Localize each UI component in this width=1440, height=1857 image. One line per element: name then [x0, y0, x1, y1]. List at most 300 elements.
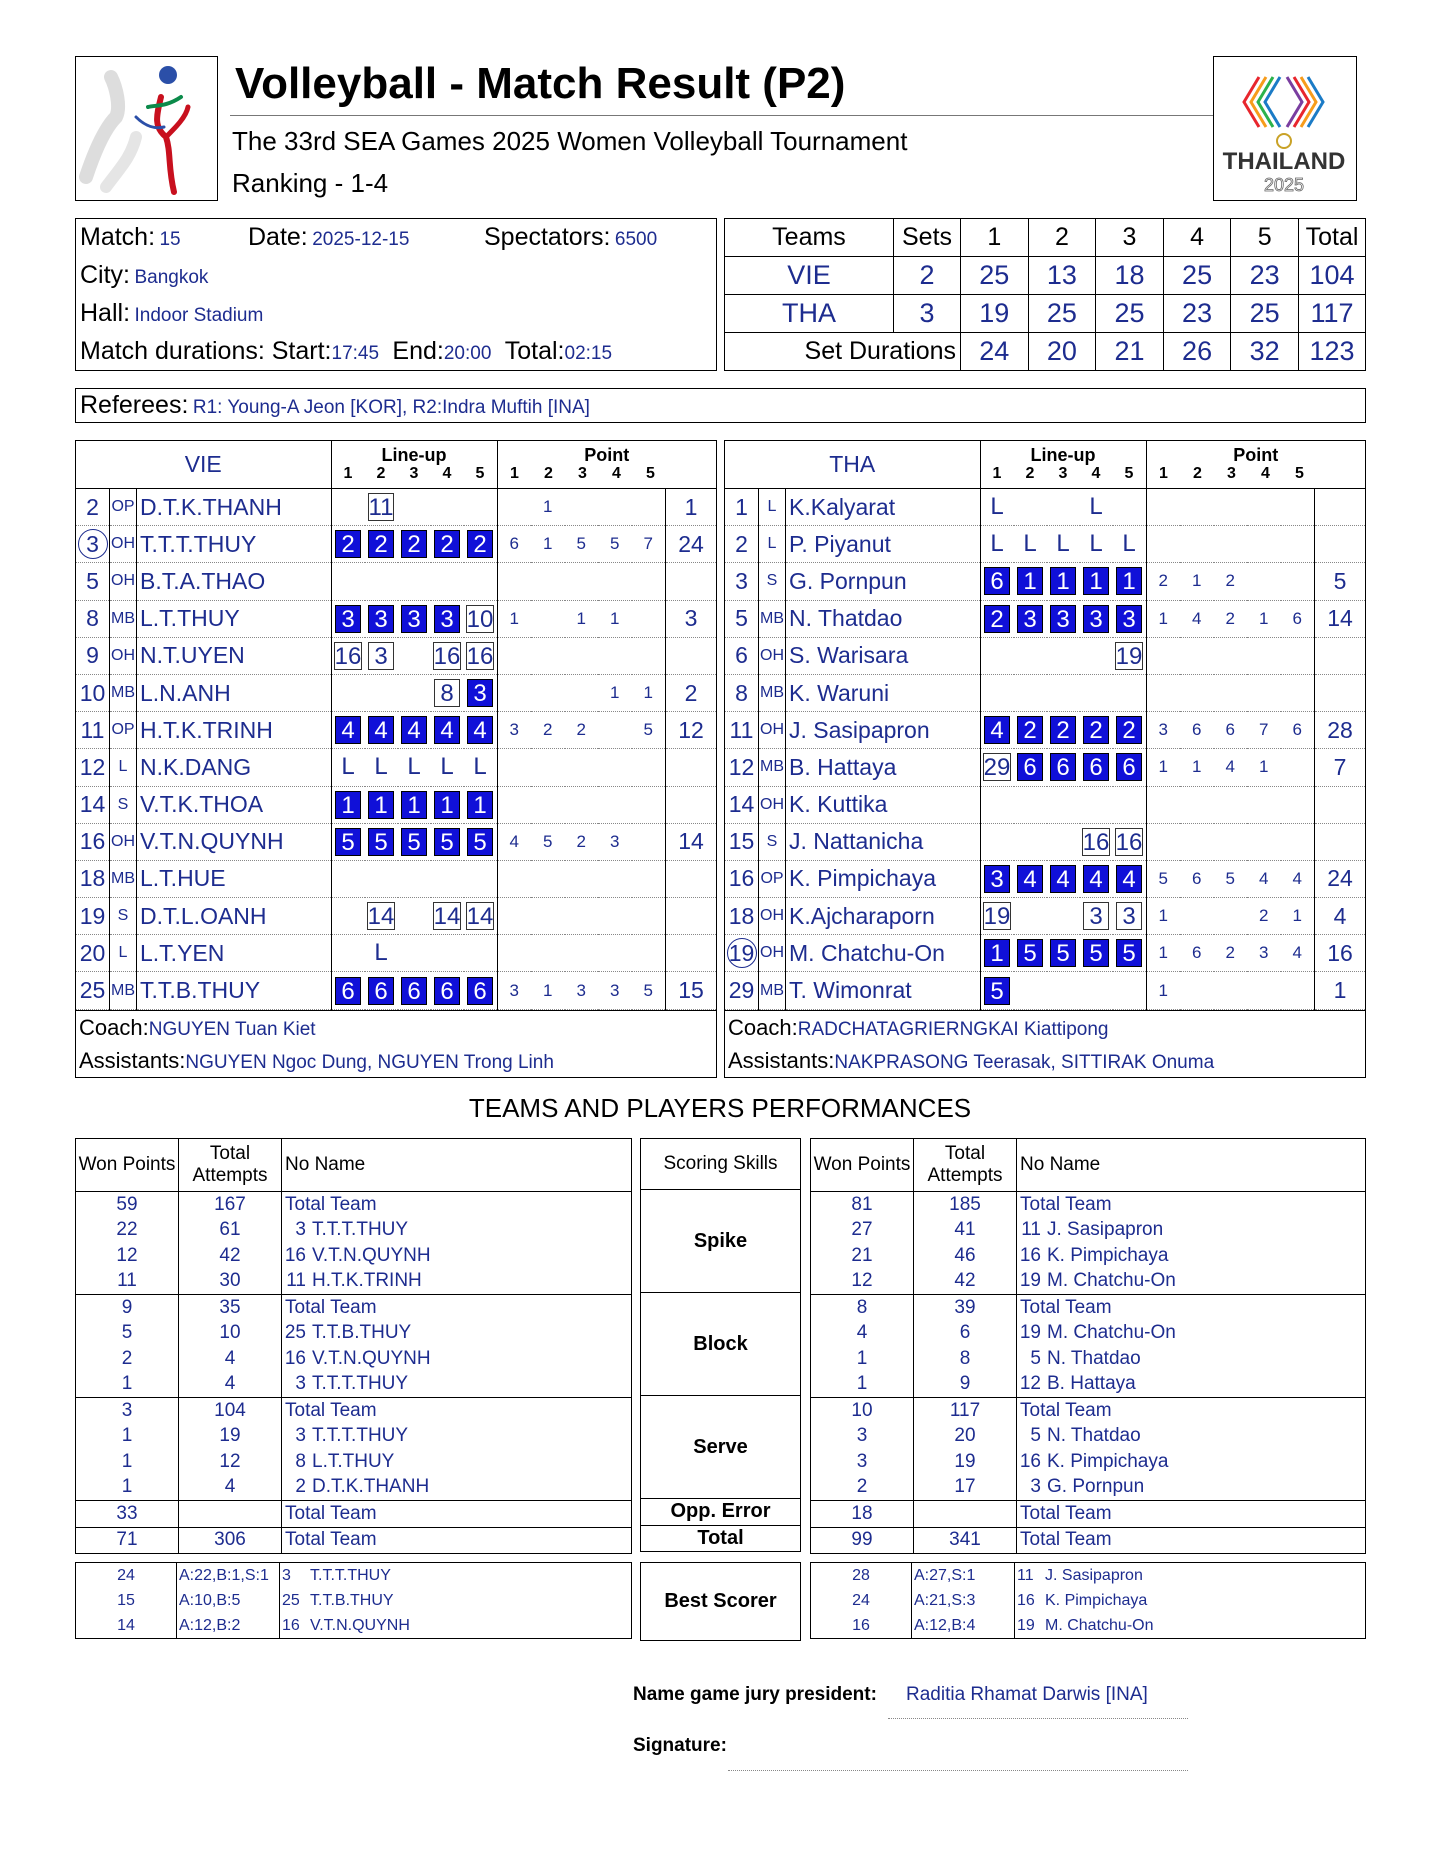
player-name: L.T.YEN [137, 935, 332, 972]
starting-position-chip: 2 [368, 530, 394, 558]
libero-mark: L [1089, 530, 1103, 558]
lineup-cell [365, 935, 398, 972]
player-number: 14 [79, 791, 106, 818]
tournament-subtitle: The 33rd SEA Games 2025 Women Volleyball Tournament [232, 126, 908, 156]
player-position: OH [759, 712, 786, 749]
set-score-table [724, 218, 1366, 371]
set-points-cell [1281, 637, 1315, 674]
player-name: N.K.DANG [137, 749, 332, 786]
player-name: G. Pornpun [1047, 1475, 1366, 1501]
player-row [725, 526, 1365, 563]
total-attempts: 306 [179, 1527, 282, 1554]
player-total-points [1315, 823, 1366, 860]
starting-position-chip: 1 [467, 791, 493, 819]
spectators-label: Spectators: [484, 223, 611, 251]
lineup-cell [431, 749, 464, 786]
total-attempts: 4 [179, 1475, 282, 1501]
set-points-cell [598, 898, 632, 935]
best-breakdown: A:12,B:4 [912, 1613, 1015, 1639]
set-points-cell [632, 600, 666, 637]
set-points-cell: 2 [1214, 935, 1248, 972]
player-total-points: 12 [666, 712, 717, 749]
lineup-cell [1113, 563, 1147, 600]
set-points-cell [598, 489, 632, 526]
best-scorer-label: Best Scorer [640, 1562, 801, 1641]
player-no: 16 [282, 1243, 313, 1269]
starting-position-chip: 5 [335, 828, 361, 856]
lineup-cell [464, 823, 498, 860]
starting-position-chip: 2 [984, 605, 1010, 633]
lineup-cell [1080, 600, 1113, 637]
lineup-cell [365, 786, 398, 823]
set-points-cell: 1 [1247, 749, 1281, 786]
performance-row [811, 1501, 1366, 1528]
player-row [76, 526, 716, 563]
set-points-cell: 1 [531, 489, 565, 526]
lineup-cell [980, 823, 1014, 860]
total-attempts: 19 [179, 1424, 282, 1450]
best-scorer-row [811, 1613, 1366, 1639]
set-points-cell [531, 600, 565, 637]
won-points: 27 [851, 1219, 873, 1241]
set-points-cell: 2 [565, 823, 599, 860]
lineup-cell [431, 489, 464, 526]
performance-table-vie [75, 1138, 632, 1554]
substitution-chip: 29 [983, 754, 1011, 782]
best-breakdown: A:10,B:5 [177, 1588, 280, 1613]
player-number-cell [725, 712, 759, 749]
player-row [76, 749, 716, 786]
point-set-number: 2 [1193, 465, 1202, 482]
performance-row [811, 1424, 1366, 1450]
set-points-cell [598, 637, 632, 674]
player-name: V.T.N.QUYNH [312, 1347, 431, 1369]
player-total-points: 28 [1315, 712, 1366, 749]
player-name: G. Pornpun [786, 563, 981, 600]
total-attempts: 6 [914, 1321, 1017, 1347]
starting-position-chip: 1 [434, 791, 460, 819]
player-name: B.T.A.THAO [137, 563, 332, 600]
best-breakdown: A:22,B:1,S:1 [177, 1563, 280, 1589]
set-points-cell [632, 749, 666, 786]
starting-position-chip: 2 [434, 530, 460, 558]
won-points: 5 [121, 1322, 133, 1344]
player-no: 25 [282, 1321, 313, 1347]
total-attempts: 17 [914, 1475, 1017, 1501]
player-number: 5 [735, 605, 748, 632]
lineup-cell [431, 674, 464, 711]
set-points-cell [565, 749, 599, 786]
set-points-cell [632, 823, 666, 860]
lineup-cell [331, 526, 365, 563]
jury-president-name: Raditia Rhamat Darwis [INA] [906, 1684, 1148, 1705]
set-points-cell [497, 749, 531, 786]
lineup-cell [331, 935, 365, 972]
player-row [76, 935, 716, 972]
performance-table-tha [810, 1138, 1366, 1554]
total-attempts: 46 [914, 1243, 1017, 1269]
player-no: 5 [1017, 1424, 1048, 1450]
set-points-cell [1180, 674, 1214, 711]
set-points-cell [531, 674, 565, 711]
set-points-cell: 1 [632, 674, 666, 711]
player-number-cell [725, 935, 759, 972]
player-name: Total Team [285, 1501, 605, 1528]
set-points-cell [598, 786, 632, 823]
player-position: OH [110, 526, 137, 563]
date-label: Date: [248, 223, 308, 251]
player-row [725, 935, 1365, 972]
set-points-cell: 3 [497, 972, 531, 1009]
player-position: S [110, 898, 137, 935]
lineup-cell [365, 637, 398, 674]
libero-mark: L [1023, 530, 1037, 558]
won-points: 3 [121, 1399, 133, 1421]
player-position: OP [759, 860, 786, 897]
player-total-points: 1 [666, 489, 717, 526]
lineup-cell [464, 674, 498, 711]
player-name: M. Chatchu-On [1047, 1322, 1176, 1344]
score-cell: 18 [1096, 257, 1164, 295]
won-points: 71 [76, 1527, 179, 1554]
total-attempts: 104 [179, 1398, 282, 1424]
total-attempts [914, 1501, 1017, 1528]
total-attempts: 20 [914, 1424, 1017, 1450]
point-set-number: 3 [1227, 465, 1236, 482]
lineup-cell [980, 489, 1014, 526]
player-name: T.T.T.THUY [312, 1219, 409, 1241]
player-name: K. Kuttika [786, 786, 981, 823]
signature-line [728, 1770, 1188, 1771]
starting-position-chip: 5 [467, 828, 493, 856]
player-number-cell [76, 489, 110, 526]
score-cell: 25 [961, 257, 1029, 295]
score-header-sets: Sets [894, 219, 961, 257]
best-scorer-row [76, 1613, 632, 1639]
lineup-cell [464, 786, 498, 823]
set-points-cell [1247, 786, 1281, 823]
best-scorer-row [76, 1588, 632, 1613]
set-points-cell [1247, 526, 1281, 563]
set-points-cell: 2 [1247, 898, 1281, 935]
starting-position-chip: 3 [368, 605, 394, 633]
set-points-cell: 1 [531, 972, 565, 1009]
starting-position-chip: 5 [1050, 939, 1076, 967]
lineup-cell [431, 898, 464, 935]
substitution-chip: 16 [1082, 828, 1110, 856]
lineup-cell [1047, 786, 1080, 823]
player-no: 19 [1017, 1321, 1048, 1347]
lineup-cell [464, 972, 498, 1009]
starting-position-chip: 2 [1050, 716, 1076, 744]
player-number: 2 [735, 530, 748, 557]
lineup-cell [365, 674, 398, 711]
player-number-cell [725, 749, 759, 786]
libero-mark: L [1122, 530, 1136, 558]
performance-row [76, 1372, 632, 1398]
player-name: Total Team [285, 1527, 605, 1554]
set-points-cell [632, 935, 666, 972]
skill-label: Total [697, 1526, 744, 1549]
player-total-points [666, 749, 717, 786]
player-total-points [1315, 674, 1366, 711]
lineup-cell [464, 563, 498, 600]
set-points-cell [1214, 898, 1248, 935]
set-points-cell: 1 [1146, 935, 1180, 972]
lineup-cell [1113, 674, 1147, 711]
set-points-cell: 7 [632, 526, 666, 563]
starting-position-chip: 1 [335, 791, 361, 819]
assistants-line [76, 1044, 716, 1077]
lineup-cell [1014, 712, 1047, 749]
player-total-points [666, 860, 717, 897]
lineup-cell [980, 972, 1014, 1009]
substitution-chip: 16 [1115, 828, 1143, 856]
player-number-cell [725, 823, 759, 860]
set-points-cell [497, 860, 531, 897]
won-points: 1 [76, 1475, 179, 1501]
set-points-cell [1247, 823, 1281, 860]
won-points: 12 [116, 1244, 138, 1266]
player-row [725, 823, 1365, 860]
lineup-cell [980, 563, 1014, 600]
player-position: MB [759, 674, 786, 711]
lineup-cell [398, 860, 431, 897]
player-total-points: 1 [1315, 972, 1366, 1009]
best-player-name: J. Sasipapron [1045, 1566, 1143, 1584]
total-attempts: 117 [914, 1398, 1017, 1424]
match-number: 15 [159, 229, 181, 250]
set-points-cell [1247, 637, 1281, 674]
score-cell: 25 [1096, 295, 1164, 333]
player-row [725, 674, 1365, 711]
best-player-no: 3 [280, 1563, 311, 1589]
score-header-set-3: 3 [1096, 219, 1164, 257]
player-row [725, 563, 1365, 600]
set-points-cell: 1 [497, 600, 531, 637]
player-number: 10 [79, 679, 106, 706]
best-player-no: 19 [1015, 1613, 1046, 1639]
lineup-cell [331, 749, 365, 786]
lineup-cell [1113, 637, 1147, 674]
lineup-cell [1047, 935, 1080, 972]
set-points-cell: 4 [497, 823, 531, 860]
coach-line [76, 1010, 716, 1044]
best-breakdown: A:27,S:1 [912, 1563, 1015, 1589]
lineup-cell [398, 935, 431, 972]
best-points: 24 [852, 1591, 870, 1609]
player-position: L [759, 489, 786, 526]
player-name: K.Ajcharaporn [786, 898, 981, 935]
thailand-2025-logo [1213, 56, 1357, 201]
substitution-chip: 14 [367, 903, 395, 931]
lineup-cell [331, 563, 365, 600]
lineup-cell [1113, 860, 1147, 897]
player-total-points: 7 [1315, 749, 1366, 786]
set-points-cell [632, 489, 666, 526]
lineup-cell [1014, 563, 1047, 600]
duration-cell: 123 [1299, 333, 1366, 371]
jury-president-label: Name game jury president: [633, 1684, 877, 1705]
player-position: L [110, 749, 137, 786]
point-header-label: Point [1233, 445, 1279, 465]
start-time: 17:45 [331, 343, 380, 364]
substitution-chip: 3 [368, 642, 394, 670]
set-points-cell [1180, 786, 1214, 823]
player-number-cell [725, 786, 759, 823]
set-points-cell [565, 489, 599, 526]
starting-position-chip: 5 [1017, 939, 1043, 967]
won-points: 59 [116, 1193, 138, 1215]
set-durations-row [725, 333, 1366, 371]
performance-row [811, 1243, 1366, 1269]
player-number-cell [76, 823, 110, 860]
performance-row [811, 1295, 1366, 1321]
lineup-cell [431, 526, 464, 563]
player-row [76, 786, 716, 823]
set-points-cell [1281, 563, 1315, 600]
set-points-cell [531, 860, 565, 897]
player-total-points [1315, 489, 1366, 526]
set-points-cell [1281, 526, 1315, 563]
won-points: 2 [121, 1347, 133, 1369]
starting-position-chip: 5 [1083, 939, 1109, 967]
player-number: 11 [80, 716, 105, 743]
signature-label: Signature: [633, 1735, 727, 1756]
roster-tha [724, 440, 1366, 1078]
best-player-no: 16 [280, 1613, 311, 1639]
point-set-number: 1 [510, 465, 519, 482]
lineup-cell [1014, 637, 1047, 674]
lineup-cell [398, 526, 431, 563]
won-points: 1 [856, 1347, 868, 1369]
lineup-cell [331, 898, 365, 935]
player-number-cell [725, 674, 759, 711]
starting-position-chip: 3 [467, 679, 493, 707]
player-name: L.T.HUE [137, 860, 332, 897]
player-total-points: 2 [666, 674, 717, 711]
point-set-number: 4 [612, 465, 621, 482]
substitution-chip: 16 [334, 642, 362, 670]
lineup-cell [1080, 674, 1113, 711]
won-points: 22 [116, 1219, 138, 1241]
lineup-cell [1047, 489, 1080, 526]
lineup-cell [365, 712, 398, 749]
spectators-count: 6500 [614, 229, 658, 250]
score-cell: 117 [1299, 295, 1366, 333]
player-name: K. Pimpichaya [786, 860, 981, 897]
player-number-cell [725, 860, 759, 897]
performance-row [76, 1398, 632, 1424]
starting-position-chip: 6 [467, 977, 493, 1005]
lineup-cell [431, 637, 464, 674]
score-header-teams: Teams [725, 219, 894, 257]
libero-mark: L [407, 753, 421, 781]
lineup-cell [1080, 749, 1113, 786]
lineup-cell [1014, 823, 1047, 860]
starting-position-chip: 3 [1083, 605, 1109, 633]
substitution-chip: 3 [1116, 902, 1142, 930]
player-name: V.T.N.QUYNH [137, 823, 332, 860]
starting-position-chip: 6 [434, 977, 460, 1005]
lineup-cell [980, 898, 1014, 935]
performance-row [76, 1449, 632, 1475]
starting-position-chip: 1 [368, 791, 394, 819]
won-points: 33 [76, 1501, 179, 1528]
set-points-cell: 3 [598, 972, 632, 1009]
starting-position-chip: 2 [1083, 716, 1109, 744]
player-name: Total Team [1020, 1501, 1339, 1528]
duration-label: Match durations: Start: [80, 337, 332, 365]
starting-position-chip: 1 [1050, 567, 1076, 595]
set-points-cell: 1 [1146, 898, 1180, 935]
player-position: OH [759, 637, 786, 674]
total-attempts [179, 1501, 282, 1528]
lineup-cell [1113, 489, 1147, 526]
player-position: OH [759, 898, 786, 935]
total-attempts: 61 [179, 1218, 282, 1244]
player-number-cell [725, 972, 759, 1009]
starting-position-chip: 4 [984, 716, 1010, 744]
libero-mark: L [374, 753, 388, 781]
won-points: 1 [121, 1450, 133, 1472]
player-position: S [759, 823, 786, 860]
player-number-cell [76, 563, 110, 600]
player-name: M. Chatchu-On [786, 935, 981, 972]
won-points: 81 [851, 1193, 873, 1215]
title-divider [230, 115, 1213, 116]
starting-position-chip: 1 [1116, 567, 1142, 595]
lineup-cell [1047, 712, 1080, 749]
lineup-cell [398, 823, 431, 860]
set-points-cell: 6 [1180, 935, 1214, 972]
match-info-panel [75, 218, 717, 371]
player-no: 11 [282, 1269, 313, 1295]
lineup-cell [1113, 898, 1147, 935]
starting-position-chip: 6 [401, 977, 427, 1005]
best-player-name: T.T.T.THUY [310, 1566, 391, 1584]
player-row [76, 563, 716, 600]
lineup-cell [980, 860, 1014, 897]
starting-position-chip: 3 [434, 605, 460, 633]
set-points-cell [1247, 563, 1281, 600]
lineup-cell [464, 600, 498, 637]
score-header-set-4: 4 [1163, 219, 1231, 257]
lineup-cell [1080, 563, 1113, 600]
set-points-cell [1214, 637, 1248, 674]
no-name-header: No Name [1017, 1139, 1366, 1192]
player-total-points: 16 [1315, 935, 1366, 972]
roster-team-name: VIE [76, 441, 331, 489]
coach-label: Coach: [728, 1014, 798, 1040]
substitution-chip: 3 [1083, 902, 1109, 930]
player-name: B. Hattaya [786, 749, 981, 786]
lineup-header-label: Line-up [1030, 445, 1096, 465]
player-name: Total Team [285, 1193, 377, 1215]
lineup-cell [1014, 749, 1047, 786]
starting-position-chip: 5 [434, 828, 460, 856]
lineup-cell [1047, 823, 1080, 860]
assistants-names: NAKPRASONG Teerasak, SITTIRAK Onuma [834, 1051, 1215, 1073]
lineup-cell [431, 972, 464, 1009]
skill-row [641, 1293, 801, 1396]
lineup-cell [980, 526, 1014, 563]
duration-cell: 20 [1028, 333, 1096, 371]
referees-bar [75, 388, 1366, 423]
performance-row [76, 1424, 632, 1450]
lineup-cell [1080, 860, 1113, 897]
point-set-number: 2 [544, 465, 553, 482]
